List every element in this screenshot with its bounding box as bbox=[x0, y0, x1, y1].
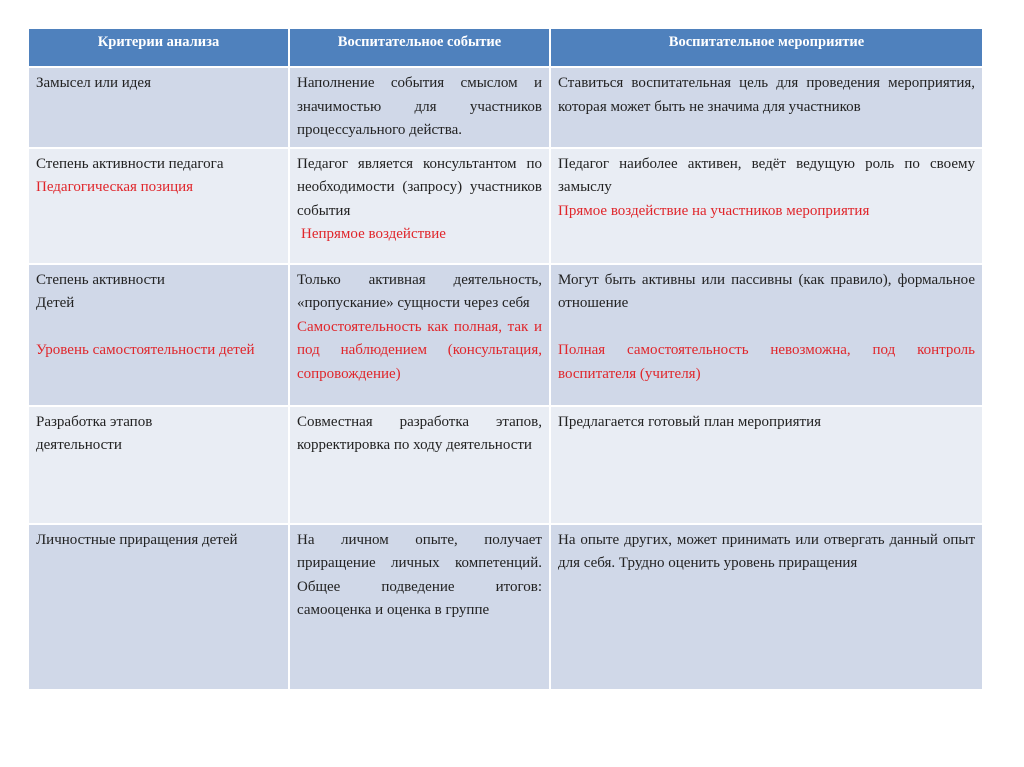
criterion-cell bbox=[28, 406, 289, 524]
header-activity: Воспитательное мероприятие bbox=[550, 28, 983, 67]
activity-text: Ставиться воспитательная цель для проведения мероприятия, которая может быть не значима для участников bbox=[558, 75, 975, 115]
criterion-text: Разработка этапов деятельности bbox=[36, 413, 153, 453]
criterion-cell bbox=[28, 148, 289, 264]
event-red-text: Самостоятельность как полная, так и под наблюдением (консультация, сопровождение) bbox=[297, 318, 542, 382]
criterion-text: Личностные приращения детей bbox=[36, 531, 238, 548]
event-red-text: Непрямое воздействие bbox=[301, 226, 446, 242]
comparison-table bbox=[27, 27, 984, 691]
criterion-text: Замысел или идея bbox=[36, 75, 151, 91]
table-row bbox=[28, 148, 983, 264]
criterion-text: Степень активности педагога bbox=[36, 155, 224, 172]
event-cell bbox=[289, 67, 550, 148]
activity-red-text: Полная самостоятельность невозможна, под контроль воспитателя (учителя) bbox=[558, 342, 975, 382]
criterion-cell bbox=[28, 67, 289, 148]
event-cell bbox=[289, 148, 550, 264]
criterion-cell bbox=[28, 264, 289, 406]
criterion-cell bbox=[28, 524, 289, 690]
table-row bbox=[28, 264, 983, 406]
criterion-red-text: Уровень самостоятельности детей bbox=[36, 342, 255, 358]
header-row bbox=[28, 28, 983, 67]
table-row bbox=[28, 67, 983, 148]
event-cell bbox=[289, 524, 550, 690]
spacer bbox=[36, 316, 281, 340]
activity-cell bbox=[550, 264, 983, 406]
spacer bbox=[558, 316, 975, 340]
table-row bbox=[28, 524, 983, 690]
event-text: На личном опыте, получает приращение личных компетенций. Общее подведение итогов: самооценка и оценка в группе bbox=[297, 531, 542, 618]
event-text: Только активная деятельность, «пропускание» сущности через себя bbox=[297, 271, 542, 311]
activity-cell bbox=[550, 67, 983, 148]
activity-red-text: Прямое воздействие на участников мероприятия bbox=[558, 202, 870, 219]
table-row bbox=[28, 406, 983, 524]
event-text: Совместная разработка этапов, корректировка по ходу деятельности bbox=[297, 413, 542, 453]
event-cell bbox=[289, 264, 550, 406]
activity-text: Педагог наиболее активен, ведёт ведущую роль по своему замыслу bbox=[558, 155, 975, 195]
activity-cell bbox=[550, 524, 983, 690]
criterion-text-line2: Детей bbox=[36, 295, 75, 311]
header-criteria: Критерии анализа bbox=[28, 28, 289, 67]
header-event: Воспитательное событие bbox=[289, 28, 550, 67]
activity-cell bbox=[550, 406, 983, 524]
criterion-red-text: Педагогическая позиция bbox=[36, 179, 194, 195]
event-text: Педагог является консультантом по необходимости (запросу) участников события bbox=[297, 155, 542, 219]
activity-text: На опыте других, может принимать или отвергать данный опыт для себя. Трудно оценить уровень приращения bbox=[558, 531, 975, 571]
activity-text: Предлагается готовый план мероприятия bbox=[558, 413, 821, 430]
activity-cell bbox=[550, 148, 983, 264]
event-text: Наполнение события смыслом и значимостью для участников процессуального действа. bbox=[297, 75, 542, 138]
event-cell bbox=[289, 406, 550, 524]
criterion-text-line1: Степень активности bbox=[36, 271, 165, 288]
activity-text: Могут быть активны или пассивны (как правило), формальное отношение bbox=[558, 271, 975, 311]
